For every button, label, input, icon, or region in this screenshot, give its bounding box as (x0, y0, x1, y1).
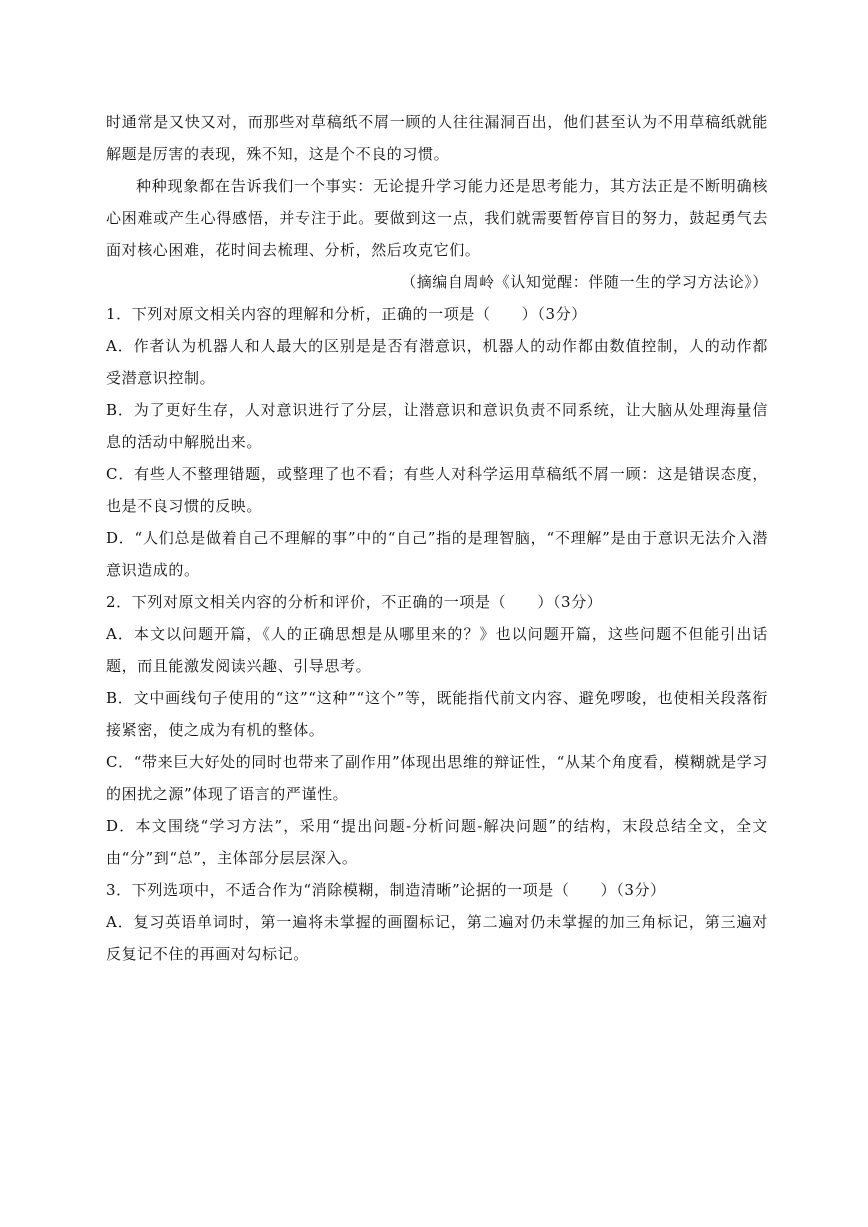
option-c: C．有些人不整理错题，或整理了也不看；有些人对科学运用草稿纸不屑一顾：这是错误态度，也是不良习惯的反映。 (106, 465, 768, 515)
option-d: D．本文围绕“学习方法”，采用“提出问题-分析问题-解决问题”的结构，末段总结全文，全文由“分”到“总”，主体部分层层深入。 (106, 817, 768, 867)
passage-paragraph-1: 时通常是又快又对，而那些对草稿纸不屑一顾的人往往漏洞百出，他们甚至认为不用草稿纸就能解题是厉害的表现，殊不知，这是个不良的习惯。 (106, 113, 768, 163)
passage-paragraph-2: 种种现象都在告诉我们一个事实：无论提升学习能力还是思考能力，其方法正是不断明确核心困难或产生心得感悟，并专注于此。要做到这一点，我们就需要暂停盲目的努力，鼓起勇气去面对核心困难，花时间去梳理、分析，然后攻克它们。 (106, 177, 768, 259)
option-c: C．“带来巨大好处的同时也带来了副作用”体现出思维的辩证性，“从某个角度看，模糊就是学习的困扰之源”体现了语言的严谨性。 (106, 753, 768, 803)
option-d: D．“人们总是做着自己不理解的事”中的“自己”指的是理智脑，“不理解”是由于意识无法介入潜意识造成的。 (106, 529, 768, 579)
option-b: B．为了更好生存，人对意识进行了分层，让潜意识和意识负责不同系统，让大脑从处理海量信息的活动中解脱出来。 (106, 401, 768, 451)
question-3 (106, 874, 768, 970)
option-a: A．作者认为机器人和人最大的区别是是否有潜意识，机器人的动作都由数值控制，人的动作都受潜意识控制。 (106, 337, 768, 387)
question-stem: 3．下列选项中，不适合作为“消除模糊，制造清晰”论据的一项是（ ）（3分） (106, 881, 666, 899)
page-content (106, 106, 768, 970)
question-stem: 2．下列对原文相关内容的分析和评价，不正确的一项是（ ）（3分） (106, 593, 603, 611)
question-2 (106, 586, 768, 874)
passage-source: （摘编自周岭《认知觉醒：伴随一生的学习方法论》） (401, 273, 768, 291)
option-a: A．本文以问题开篇，《人的正确思想是从哪里来的？》也以问题开篇，这些问题不但能引出话题，而且能激发阅读兴趣、引导思考。 (106, 625, 768, 675)
question-1 (106, 298, 768, 586)
option-b: B．文中画线句子使用的“这”“这种”“这个”等，既能指代前文内容、避免啰唆，也使相关段落衔接紧密，使之成为有机的整体。 (106, 689, 768, 739)
option-a: A．复习英语单词时，第一遍将未掌握的画圈标记，第二遍对仍未掌握的加三角标记，第三遍对反复记不住的再画对勾标记。 (106, 913, 768, 963)
question-stem: 1．下列对原文相关内容的理解和分析，正确的一项是（ ）（3分） (106, 305, 587, 323)
